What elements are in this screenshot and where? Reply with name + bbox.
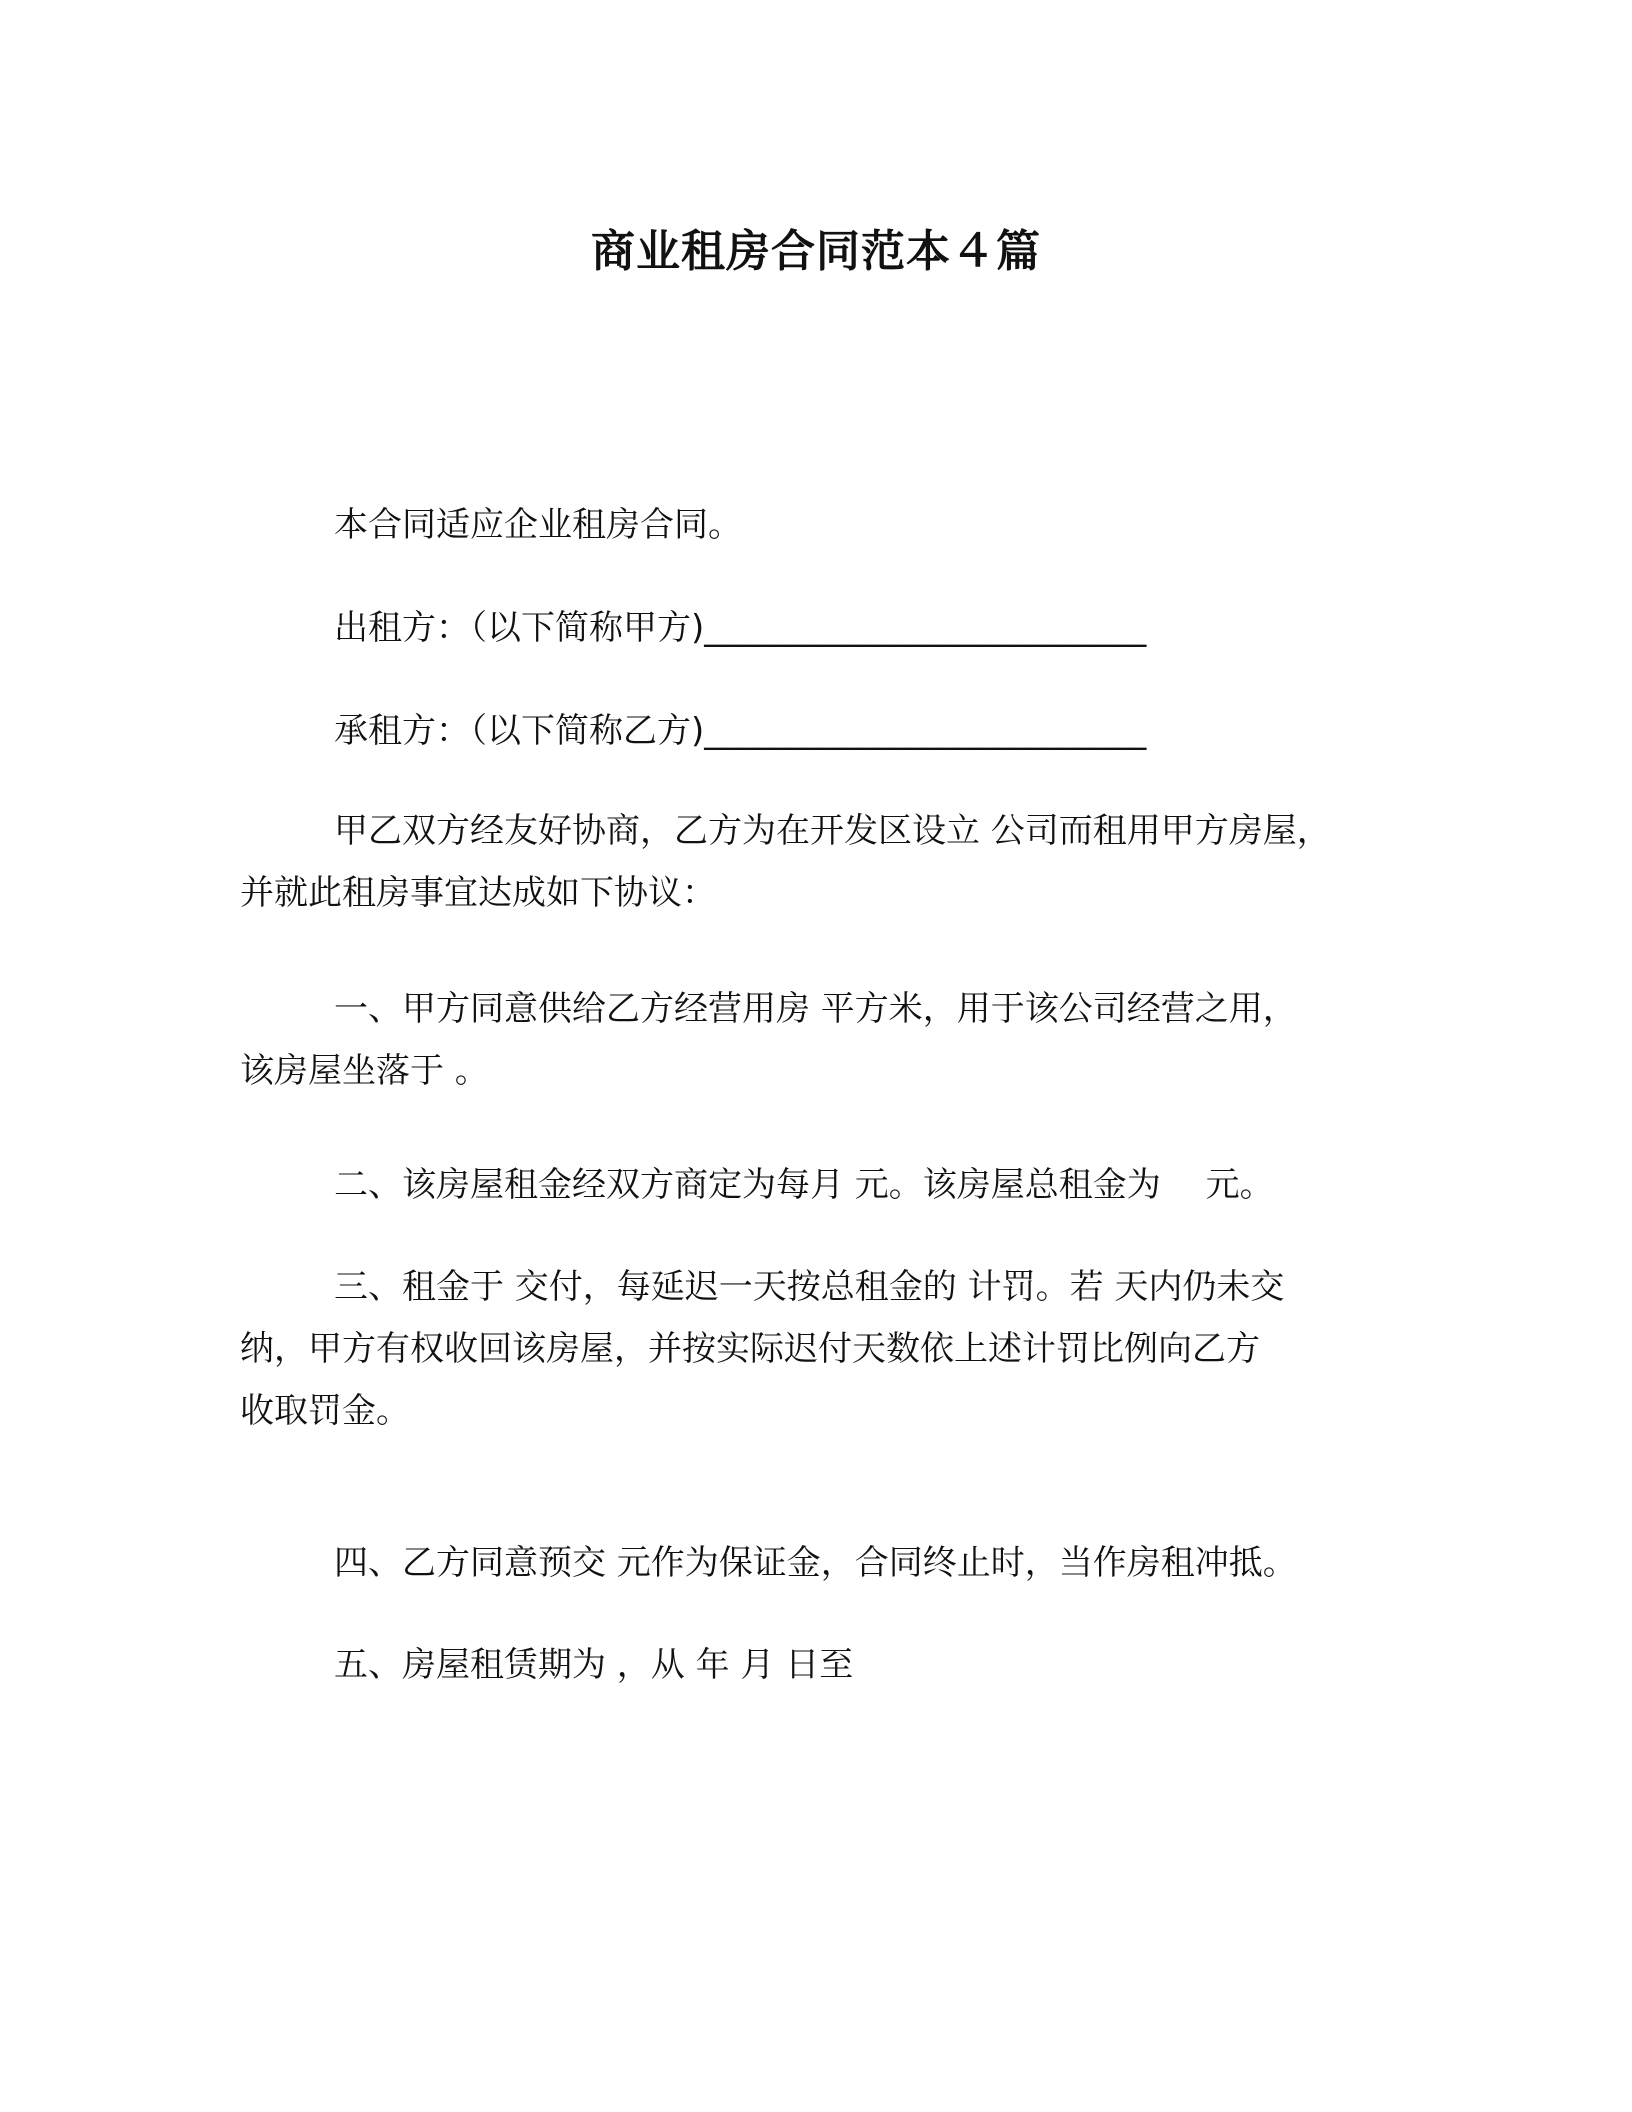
paragraph-line: 出租方：（以下简称甲方)__________________________ (334, 608, 1147, 648)
paragraph-lessee (240, 700, 1412, 762)
clause-1 (240, 978, 1412, 1102)
paragraph-lessor (240, 597, 1412, 659)
paragraph-line: 收取罚金。 (240, 1391, 410, 1431)
paragraph-line: 四、乙方同意预交 元作为保证金，合同终止时，当作房租冲抵。 (334, 1543, 1297, 1583)
paragraph-line: 三、租金于 交付，每延迟一天按总租金的 计罚。若 天内仍未交 (334, 1267, 1285, 1307)
paragraph-line: 并就此租房事宜达成如下协议： (240, 873, 716, 913)
clause-3 (240, 1256, 1412, 1442)
paragraph-preamble (240, 800, 1412, 924)
paragraph-line: 一、甲方同意供给乙方经营用房 平方米，用于该公司经营之用， (334, 989, 1297, 1029)
paragraph-line: 纳，甲方有权收回该房屋，并按实际迟付天数依上述计罚比例向乙方 (240, 1329, 1260, 1369)
paragraph-line: 五、房屋租赁期为 ，从 年 月 日至 (334, 1645, 854, 1685)
paragraph-line: 甲乙双方经友好协商，乙方为在开发区设立 公司而租用甲方房屋， (334, 811, 1331, 851)
paragraph-line: 承租方：（以下简称乙方)__________________________ (334, 711, 1147, 751)
clause-2 (240, 1154, 1412, 1216)
clause-4 (240, 1532, 1412, 1594)
clause-5 (240, 1634, 1412, 1696)
paragraph-intro (240, 494, 1412, 556)
paragraph-line: 本合同适应企业租房合同。 (334, 505, 742, 545)
paragraph-line: 二、该房屋租金经双方商定为每月 元。该房屋总租金为 元。 (334, 1165, 1274, 1205)
paragraph-line: 该房屋坐落于 。 (240, 1051, 489, 1091)
document-title: 商业租房合同范本４篇 (591, 226, 1041, 277)
